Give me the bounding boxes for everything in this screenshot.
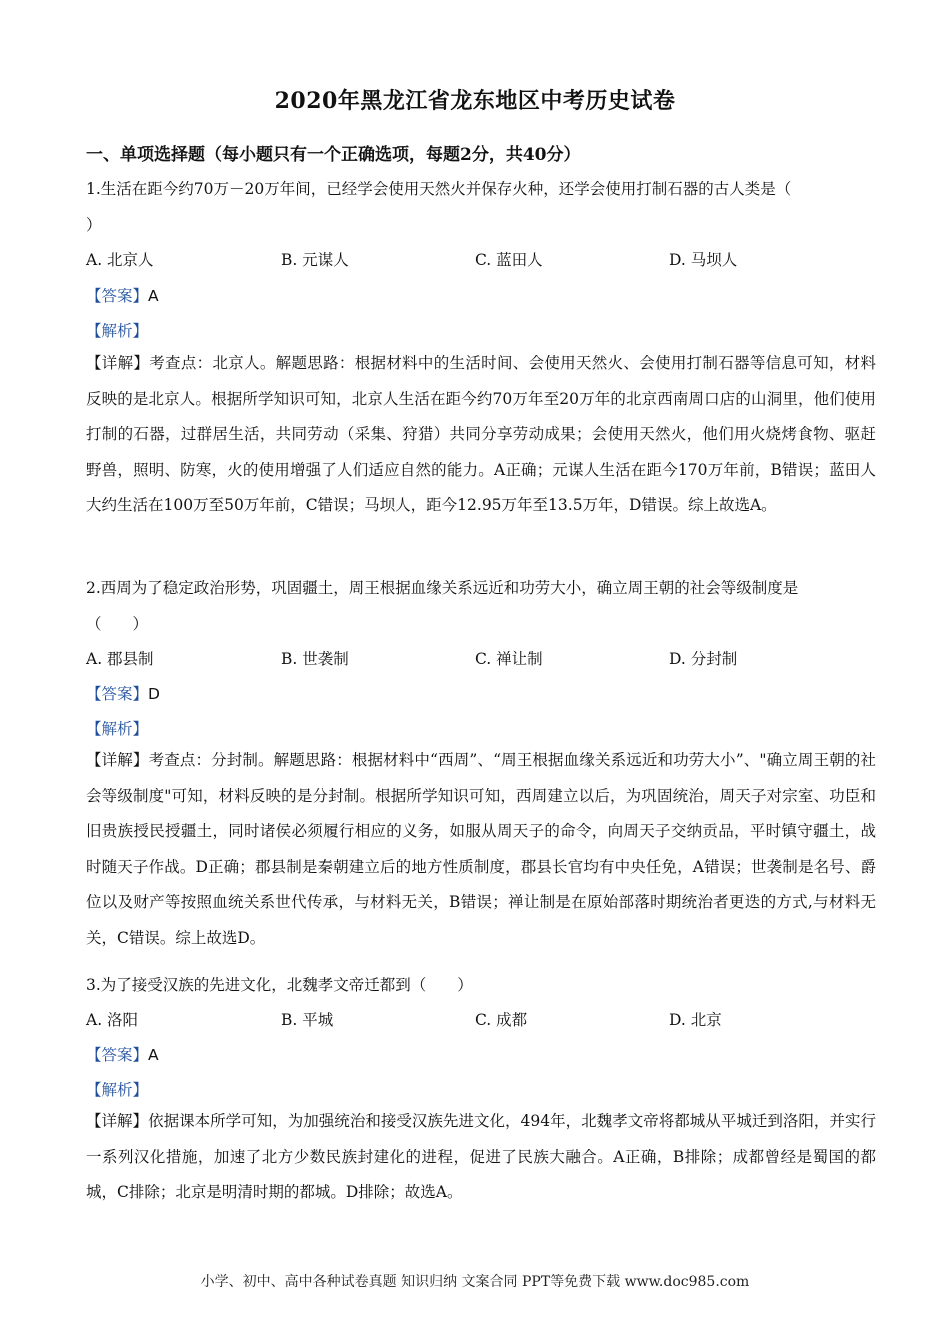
question-3-stem: 3.为了接受汉族的先进文化，北魏孝文帝迁都到（ ）	[86, 976, 473, 994]
question-1-answer	[86, 284, 159, 306]
question-3-detail	[86, 1104, 876, 1211]
answer-label: 【答案】	[86, 1046, 149, 1064]
question-1-option-a: A. 北京人	[86, 251, 154, 269]
question-2-stem-cont: （ ）	[86, 615, 149, 633]
question-2-option-c: C. 禅让制	[475, 650, 543, 668]
question-3-option-c: C. 成都	[475, 1011, 528, 1029]
question-2-analysis-label: 【解析】	[86, 720, 149, 738]
answer-value: A	[148, 1046, 159, 1064]
answer-value: D	[148, 685, 160, 703]
question-3-option-a: A. 洛阳	[86, 1011, 139, 1029]
question-2-stem: 2.西周为了稳定政治形势，巩固疆土，周王根据血缘关系远近和功劳大小，确立周王朝的社会等级制度是	[86, 579, 799, 597]
question-1-option-c: C. 蓝田人	[475, 251, 543, 269]
question-2-option-a: A. 郡县制	[86, 650, 154, 668]
question-2-answer	[86, 682, 160, 704]
page-title: 2020年黑龙江省龙东地区中考历史试卷	[274, 88, 676, 114]
section-heading: 一、单项选择题（每小题只有一个正确选项，每题2分，共40分）	[86, 145, 581, 165]
question-2-option-d: D. 分封制	[669, 650, 738, 668]
detail-text: 依据课本所学可知，为加强统治和接受汉族先进文化，494年，北魏孝文帝将都城从平城迁到洛阳，并实行一系列汉化措施，加速了北方少数民族封建化的进程，促进了民族大融合。A正确，B排除；成都曾经是蜀国的都城，C排除；北京是明清时期的都城。D排除；故选A。	[86, 1112, 876, 1201]
question-3-analysis-label: 【解析】	[86, 1081, 149, 1099]
question-3-option-b: B. 平城	[281, 1011, 334, 1029]
page-footer: 小学、初中、高中各种试卷真题 知识归纳 文案合同 PPT等免费下载 www.doc985.com	[200, 1274, 750, 1290]
question-2-detail	[86, 743, 876, 956]
question-3-option-d: D. 北京	[669, 1011, 722, 1029]
answer-value: A	[148, 287, 159, 305]
detail-label: 【详解】	[86, 751, 149, 769]
question-1-option-d: D. 马坝人	[669, 251, 738, 269]
question-1-stem-cont: ）	[86, 216, 102, 234]
question-1-analysis-label: 【解析】	[86, 322, 149, 340]
question-1-stem: 1.生活在距今约70万－20万年间，已经学会使用天然火并保存火种，还学会使用打制石器的古人类是（	[86, 180, 792, 198]
question-1-detail	[86, 346, 876, 524]
answer-label: 【答案】	[86, 287, 149, 305]
question-1-option-b: B. 元谋人	[281, 251, 349, 269]
question-2-option-b: B. 世袭制	[281, 650, 349, 668]
detail-label: 【详解】	[86, 354, 150, 372]
detail-text: 考查点：分封制。解题思路：根据材料中“西周”、“周王根据血缘关系远近和功劳大小”、"确立周王朝的社会等级制度"可知，材料反映的是分封制。根据所学知识可知，西周建立以后，为巩固统治，周天子对宗室、功臣和旧贵族授民授疆土，同时诸侯必须履行相应的义务，如服从周天子的命令，向周天子交纳贡品，平时镇守疆土，战时随天子作战。D正确；郡县制是秦朝建立后的地方性质制度，郡县长官均有中央任免，A错误；世袭制是名号、爵位以及财产等按照血统关系世代传承，与材料无关，B错误；禅让制是在原始部落时期统治者更迭的方式,与材料无关，C错误。综上故选D。	[86, 751, 876, 947]
detail-text: 考查点：北京人。解题思路：根据材料中的生活时间、会使用天然火、会使用打制石器等信息可知，材料反映的是北京人。根据所学知识可知，北京人生活在距今约70万年至20万年的北京西南周口店的山洞里，他们使用打制的石器，过群居生活，共同劳动（采集、狩猎）共同分享劳动成果；会使用天然火，他们用火烧烤食物、驱赶野兽，照明、防寒，火的使用增强了人们适应自然的能力。A正确；元谋人生活在距今170万年前，B错误；蓝田人大约生活在100万至50万年前，C错误；马坝人，距今12.95万年至13.5万年，D错误。综上故选A。	[86, 354, 876, 514]
detail-label: 【详解】	[86, 1112, 149, 1130]
answer-label: 【答案】	[86, 685, 149, 703]
question-3-answer	[86, 1043, 159, 1065]
